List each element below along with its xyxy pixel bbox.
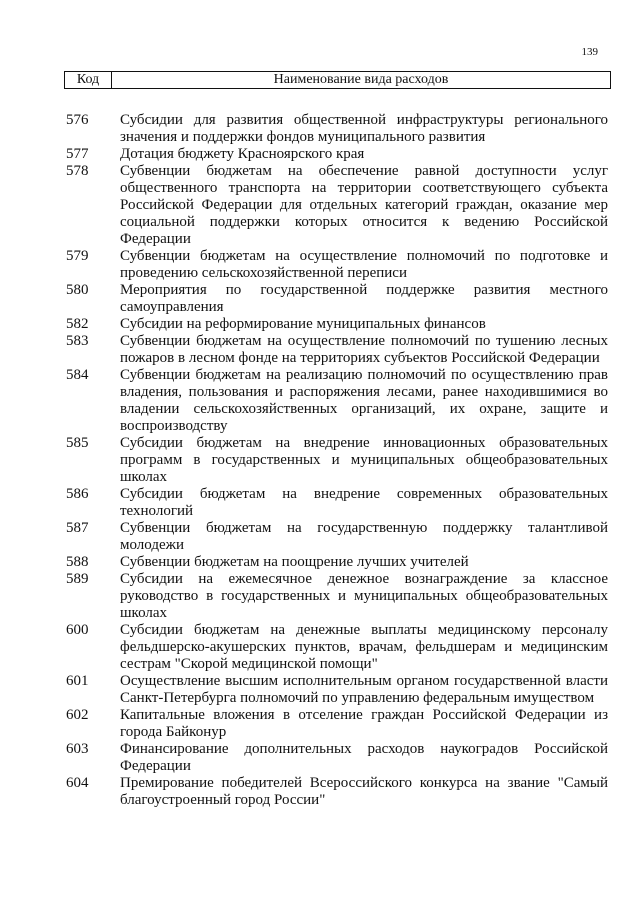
table-row [64,486,611,520]
row-name: Субсидии бюджетам на денежные выплаты медицинскому персоналу фельдшерско-акушерских пунктов, врачам, фельдшерам и медицинским сестрам "Скорой медицинской помощи" [120,622,608,672]
table-row [64,333,611,367]
row-name: Осуществление высшим исполнительным органом государственной власти Санкт-Петербурга полномочий по управлению федеральным имуществом [120,673,608,706]
table-row [64,622,611,673]
row-name: Премирование победителей Всероссийского конкурса на звание "Самый благоустроенный город России" [120,775,608,808]
row-name: Субсидии бюджетам на внедрение инновационных образовательных программ в государственных и муниципальных общеобразовательных школах [120,435,608,485]
row-code: 578 [66,163,89,179]
row-name: Капитальные вложения в отселение граждан Российской Федерации из города Байконур [120,707,608,740]
row-name: Субсидии бюджетам на внедрение современных образовательных технологий [120,486,608,519]
row-name: Субвенции бюджетам на осуществление полномочий по тушению лесных пожаров в лесном фонде на территориях субъектов Российской Федерации [120,333,608,366]
table-header [64,71,611,89]
row-code: 588 [66,554,89,570]
column-header-name: Наименование вида расходов [273,72,449,87]
table-row [64,741,611,775]
table-row [64,367,611,435]
row-name: Субвенции бюджетам на обеспечение равной доступности услуг общественного транспорта на территории соответствующего субъекта Российской Федерации для отдельных категорий граждан, оказание мер социальной поддержки которых относится к ведению Российской Федерации [120,163,608,247]
row-code: 604 [66,775,89,791]
row-code: 577 [66,146,89,162]
row-code: 580 [66,282,89,298]
column-header-code: Код [65,72,112,88]
table-row [64,435,611,486]
row-name: Финансирование дополнительных расходов наукоградов Российской Федерации [120,741,608,774]
row-name: Мероприятия по государственной поддержке развития местного самоуправления [120,282,608,315]
table-row [64,673,611,707]
row-name: Субвенции бюджетам на поощрение лучших учителей [120,554,469,570]
table-row [64,248,611,282]
row-name: Субвенции бюджетам на реализацию полномочий по осуществлению прав владения, пользования и распоряжения лесами, ранее находившимися во владении сельскохозяйственных организаций, их охране, защите и воспроизводству [120,367,608,434]
row-code: 584 [66,367,89,383]
row-name: Дотация бюджету Красноярского края [120,146,365,162]
row-code: 586 [66,486,89,502]
table-row [64,163,611,248]
row-code: 600 [66,622,89,638]
row-code: 602 [66,707,89,723]
row-name: Субсидии на реформирование муниципальных финансов [120,316,486,332]
row-code: 582 [66,316,89,332]
table-row [64,112,611,146]
row-name: Субсидии на ежемесячное денежное вознаграждение за классное руководство в государственных и муниципальных общеобразовательных школах [120,571,608,621]
row-name: Субвенции бюджетам на государственную поддержку талантливой молодежи [120,520,608,553]
expense-table [64,112,611,809]
row-code: 583 [66,333,89,349]
table-row [64,775,611,809]
table-row [64,520,611,554]
row-code: 585 [66,435,89,451]
page-number: 139 [581,46,598,58]
table-row [64,707,611,741]
row-code: 576 [66,112,89,128]
row-code: 589 [66,571,89,587]
row-code: 601 [66,673,89,689]
row-code: 579 [66,248,89,264]
row-name: Субсидии для развития общественной инфраструктуры регионального значения и поддержки фондов муниципального развития [120,112,608,145]
table-row [64,316,611,333]
table-row [64,554,611,571]
table-row [64,146,611,163]
table-row [64,282,611,316]
table-row [64,571,611,622]
row-code: 603 [66,741,89,757]
row-name: Субвенции бюджетам на осуществление полномочий по подготовке и проведению сельскохозяйственной переписи [120,248,608,281]
row-code: 587 [66,520,89,536]
